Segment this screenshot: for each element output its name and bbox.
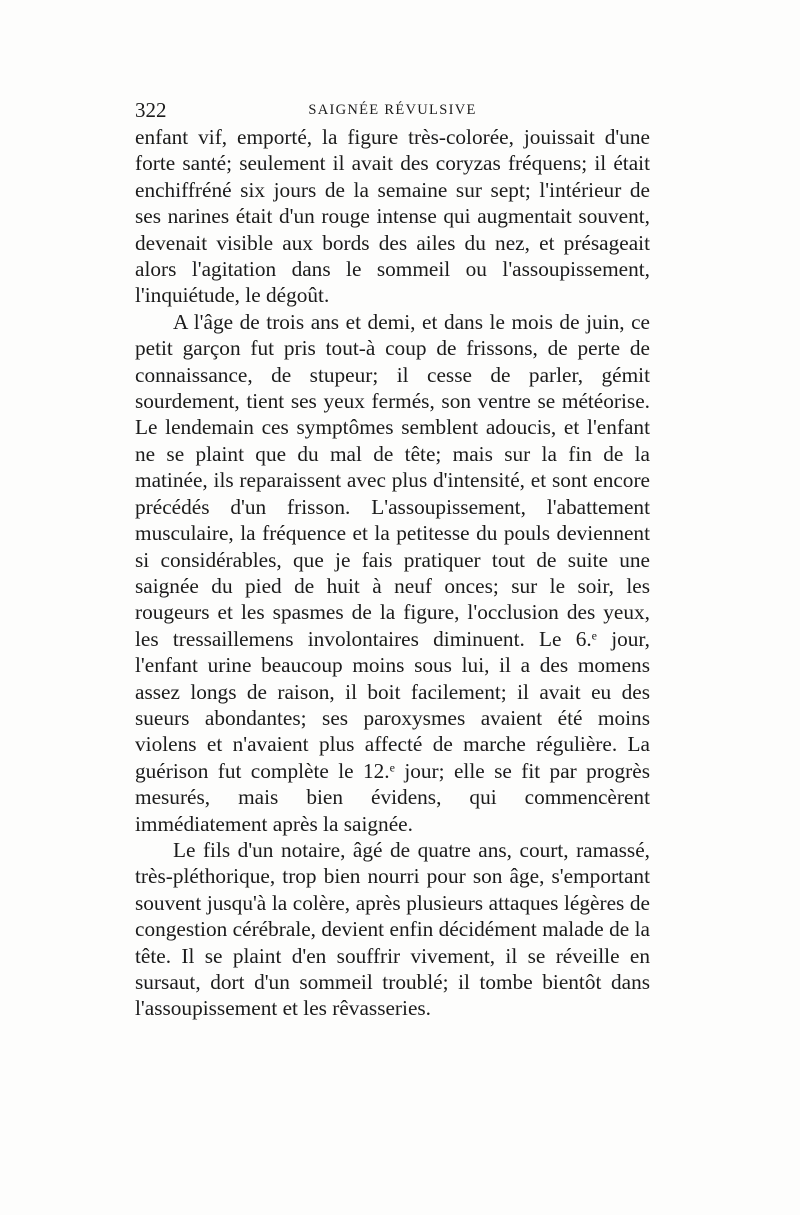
paragraph-case-garcon: [135, 309, 650, 837]
paragraph-case-notaire: Le fils d'un notaire, âgé de quatre ans, court, ramassé, très-pléthorique, trop bien nourri pour son âge, s'emportant souvent jusqu'à la colère, après plusieurs attaques légères de congestion cérébrale, devient enfin décidément malade de la tête. Il se plaint d'en souffrir vivement, il se réveille en sursaut, dort d'un sommeil troublé; il tombe bientôt dans l'assoupissement et les rêvasseries.: [135, 837, 650, 1021]
paragraph-text: A l'âge de trois ans et demi, et dans le mois de juin, ce petit garçon fut pris tout-à coup de frissons, de perte de connaissance, de stupeur; il cesse de parler, gémit sourdement, tient ses yeux fermés, son ventre se météorise. Le lendemain ces symptômes semblent adoucis, et l'enfant ne se plaint que du mal de tête; mais sur la fin de la matinée, ils reparaissent avec plus d'intensité, et sont encore précédés d'un frisson. L'assoupissement, l'abattement musculaire, la fréquence et la petitesse du pouls deviennent si considérables, que je fais pratiquer tout de suite une saignée du pied de huit à neuf onces; sur le soir, les rougeurs et les spasmes de la figure, l'occlusion des yeux, les tressaillemens involontaires diminuent. Le 6.: [135, 309, 650, 651]
running-title: SAIGNÉE RÉVULSIVE: [308, 102, 477, 118]
paragraph-text: jour; elle se fit par progrès mesurés, mais bien évidens, qui commencèrent immédiatement après la saignée.: [135, 758, 651, 836]
page-number: 322: [135, 98, 167, 122]
paragraph-continuation: enfant vif, emporté, la figure très-colorée, jouissait d'une forte santé; seulement il avait des coryzas fréquens; il était enchiffréné six jours de la semaine sur sept; l'intérieur de ses narines était d'un rouge intense qui augmentait souvent, devenait visible aux bords des ailes du nez, et présageait alors l'agitation dans le sommeil ou l'assoupissement, l'inquiétude, le dégoût.: [135, 125, 650, 308]
ordinal-superscript: e: [591, 628, 597, 643]
page-header: [135, 98, 650, 122]
ordinal-superscript: e: [389, 760, 395, 775]
body-text: [135, 124, 650, 1022]
paragraph-text: jour, l'enfant urine beaucoup moins sous lui, il a des momens assez longs de raison, il boit facilement; il avait eu des sueurs abondantes; ses paroxysmes avaient été moins violens et n'avaient plus affecté de marche régulière. La guérison fut complète le 12.: [135, 626, 650, 783]
